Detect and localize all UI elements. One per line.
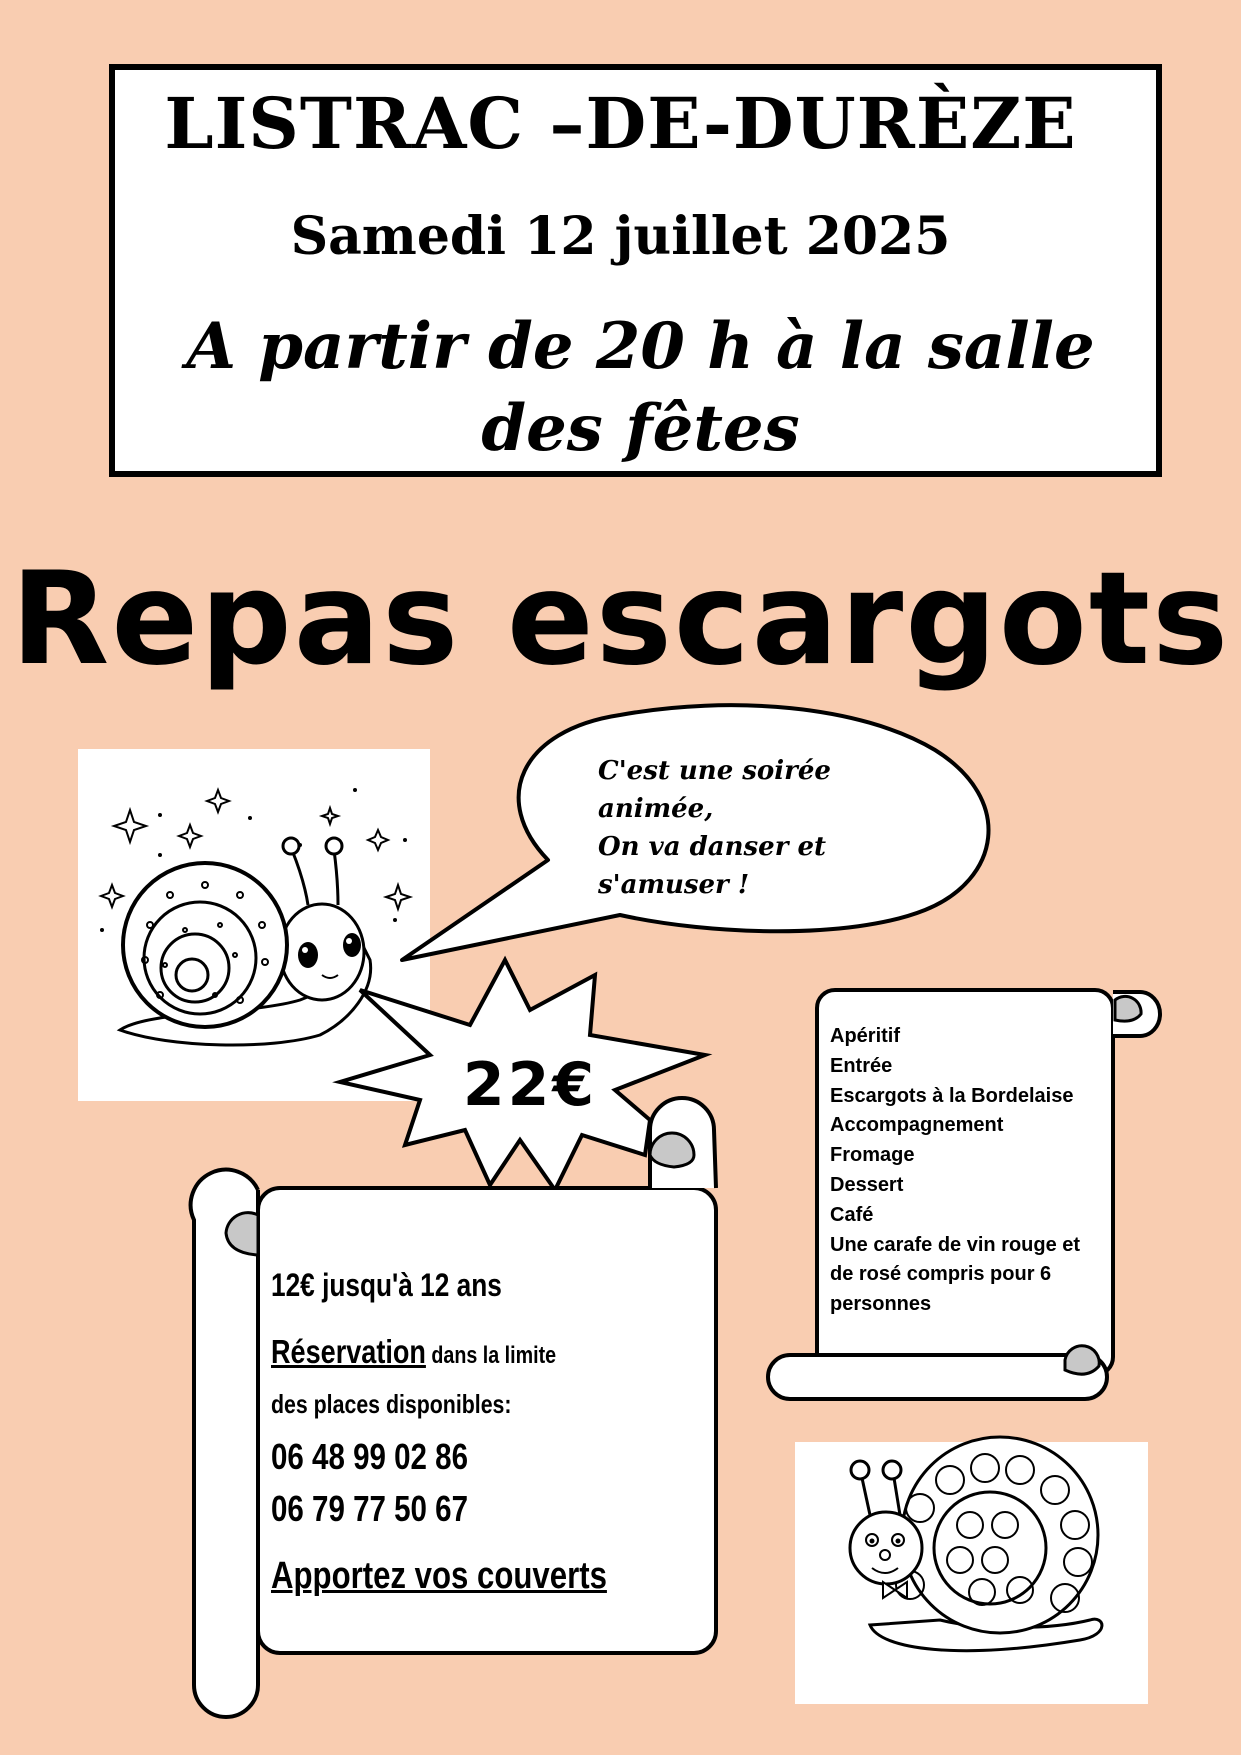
phone-number-1: 06 48 99 02 86 (271, 1436, 468, 1477)
bubble-line-3: On va danser et (598, 832, 827, 862)
bring-cutlery: Apportez vos couverts (271, 1555, 607, 1597)
menu-item: Une carafe de vin rouge et (830, 1233, 1081, 1256)
town-name: LISTRAC –DE-DURÈZE (164, 82, 1077, 165)
phone-number-2: 06 79 77 50 67 (271, 1488, 468, 1529)
bubble-line-1: C'est une soirée (598, 756, 831, 786)
menu-list (830, 1022, 1120, 1320)
bubble-line-4: s'amuser ! (598, 870, 750, 900)
menu-item: Accompagnement (830, 1114, 1004, 1137)
kids-price: 12€ jusqu'à 12 ans (271, 1267, 502, 1303)
menu-item: Dessert (830, 1173, 904, 1196)
price-label: 22€ (462, 1050, 598, 1120)
menu-item: Fromage (830, 1144, 915, 1167)
menu-item: Escargots à la Bordelaise (830, 1084, 1074, 1107)
snail-dots-illustration (795, 1437, 1148, 1704)
menu-item: Entrée (830, 1054, 893, 1077)
bubble-text (598, 752, 898, 904)
places-line: des places disponibles: (271, 1389, 512, 1419)
event-date: Samedi 12 juillet 2025 (290, 206, 951, 267)
info-block (271, 1265, 701, 1599)
menu-item: Apéritif (830, 1025, 900, 1047)
snail-sparkles-illustration (78, 749, 430, 1101)
menu-item: Café (830, 1203, 874, 1226)
bubble-line-2: animée, (598, 794, 714, 824)
reservation-word: Réservation (271, 1333, 426, 1370)
time-place-line-2: des fêtes (481, 391, 800, 466)
reservation-line (271, 1333, 624, 1375)
time-place-line-1: A partir de 20 h à la salle (186, 309, 1095, 384)
main-title: Repas escargots (10, 545, 1231, 694)
menu-item: personnes (830, 1293, 932, 1316)
reservation-rest: dans la limite (425, 1342, 557, 1369)
menu-item: de rosé compris pour 6 (830, 1263, 1052, 1286)
